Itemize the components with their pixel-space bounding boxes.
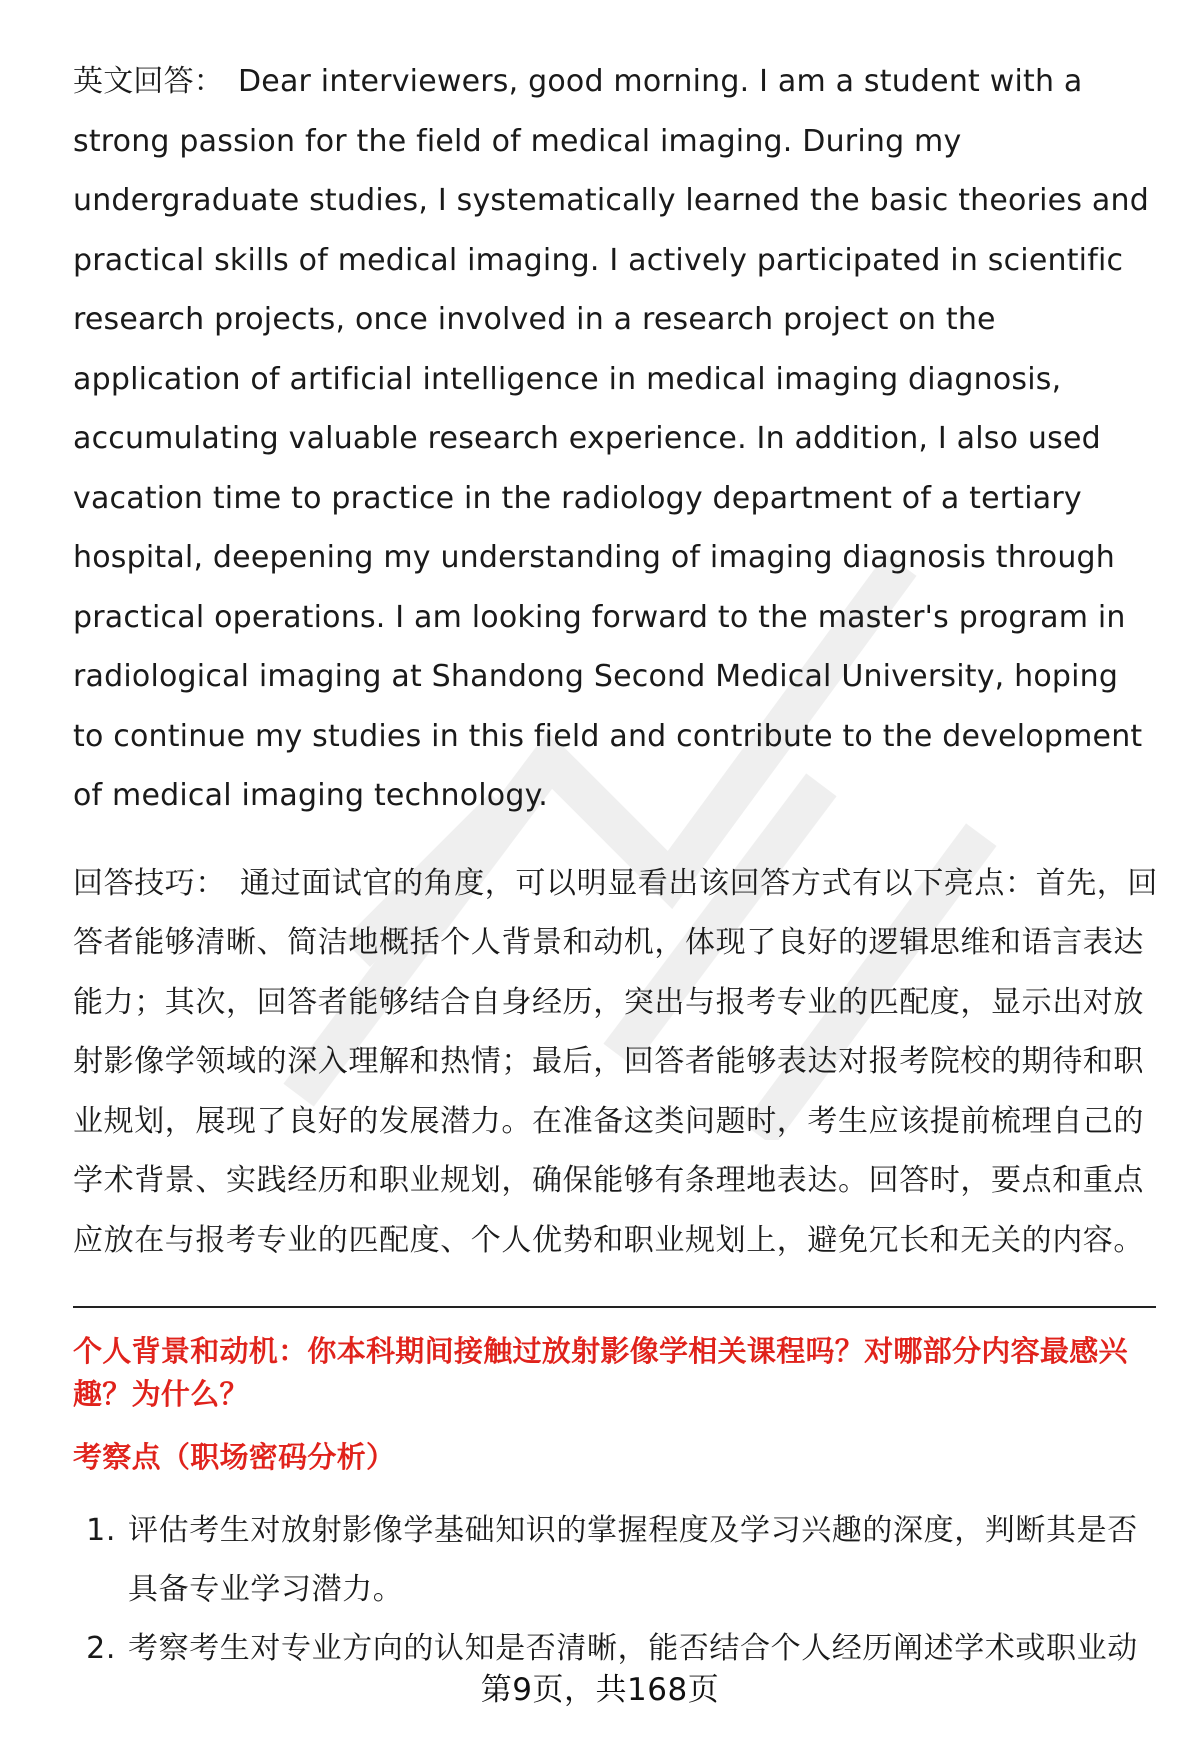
english-answer-label: 英文回答： bbox=[73, 64, 224, 99]
section-label: 考察点（职场密码分析） bbox=[73, 1440, 396, 1474]
answer-tips-text: 通过面试官的角度，可以明显看出该回答方式有以下亮点：首先，回答者能够清晰、简洁地概括个人背景和动机，体现了良好的逻辑思维和语言表达能力；其次，回答者能够结合自身经历，突出与报考专业的匹配度，显示出对放射影像学领域的深入理解和热情；最后，回答者能够表达对报考院校的期待和职业规划，展现了良好的发展潜力。在准备这类问题时，考生应该提前梳理自己的学术背景、实践经历和职业规划，确保能够有条理地表达。回答时，要点和重点应放在与报考专业的匹配度、个人优势和职业规划上，避免冗长和无关的内容。 bbox=[73, 865, 1158, 1258]
list-item-text: 考察考生对专业方向的认知是否清晰，能否结合个人经历阐述学术或职业动 bbox=[128, 1631, 1138, 1666]
list-item-number: 1. bbox=[86, 1513, 116, 1548]
answer-tips-label: 回答技巧： bbox=[73, 865, 226, 901]
list-item-text: 评估考生对放射影像学基础知识的掌握程度及学习兴趣的深度，判断其是否具备专业学习潜力。 bbox=[128, 1513, 1138, 1607]
english-answer-text: Dear interviewers, good morning. I am a student with a strong passion for the field of medical imaging. During my undergraduate studies, I systematically learned the basic theories and practical skills of medical imaging. I actively participated in scientific research projects, once involved in a research project on the application of artificial intelligence in medical imaging diagnosis, accumulating valuable research experience. In addition, I also used vacation time to practice in the radiology department of a tertiary hospital, deepening my understanding of imaging diagnosis through practical operations. I am looking forward to the master's program in radiological imaging at Shandong Second Medical University, hoping to continue my studies in this field and contribute to the development of medical imaging technology. bbox=[73, 64, 1149, 813]
answer-tips-paragraph bbox=[73, 854, 1158, 1271]
list-item bbox=[73, 1501, 1158, 1619]
english-answer-paragraph bbox=[73, 52, 1158, 826]
question-title: 个人背景和动机：你本科期间接触过放射影像学相关课程吗？对哪部分内容最感兴趣？为什么？ bbox=[73, 1334, 1128, 1411]
page-footer: 第9页，共168页 bbox=[480, 1672, 720, 1708]
list-item-number: 2. bbox=[86, 1631, 116, 1666]
points-list bbox=[73, 1501, 1158, 1678]
section-divider bbox=[73, 1306, 1156, 1308]
